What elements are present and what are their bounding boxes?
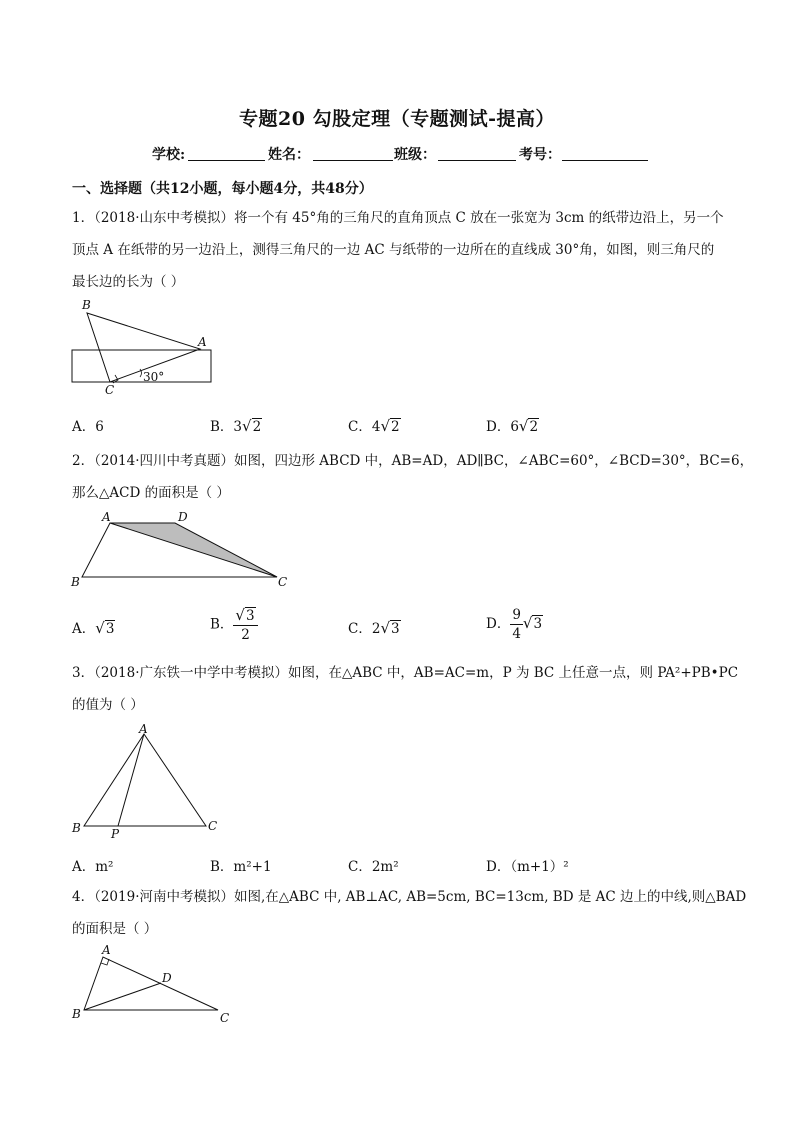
name-blank[interactable] [313, 160, 393, 161]
label-C: C [278, 575, 288, 589]
label-D: D [178, 510, 188, 524]
question-4-line-1: 4．（2019·河南中考模拟）如图,在△ABC 中, AB⊥AC, AB=5cm, BC=13cm, BD 是 AC 边上的中线,则△BAD [72, 889, 747, 905]
label-B: B [72, 1007, 81, 1021]
question-1-line-2: 顶点 A 在纸带的另一边沿上，测得三角尺的一边 AC 与纸带的一边所在的直线成 30°角，如图，则三角尺的 [72, 242, 715, 258]
label-angle: 30° [143, 370, 165, 384]
question-2-line-1: 2．（2014·四川中考真题）如图，四边形 ABCD 中，AB=AD，AD∥BC，∠ABC=60°，∠BCD=30°，BC=6， [72, 453, 754, 469]
name-label: 姓名： [268, 147, 310, 163]
question-2-figure [66, 506, 298, 594]
class-label: 班级： [394, 147, 436, 163]
label-P: P [111, 827, 120, 840]
label-A: A [139, 722, 148, 736]
diagonal-ac [110, 523, 277, 577]
exam-no-label: 考号： [519, 147, 561, 163]
triangle-abc [84, 957, 218, 1010]
question-3-line-1: 3．（2018·广东铁一中学中考模拟）如图，在△ABC 中，AB=AC=m，P 为 BC 上任意一点，则 PA²+PB•PC [72, 665, 739, 681]
question-1-line-1: 1．（2018·山东中考模拟）将一个有 45°角的三角尺的直角顶点 C 放在一张宽为 3cm 的纸带边沿上，另一个 [72, 210, 724, 226]
q1-option-d[interactable]: D．6√2 [486, 417, 539, 435]
question-2-line-2: 那么△ACD 的面积是（ ） [72, 485, 230, 501]
question-3-line-2: 的值为（ ） [72, 697, 144, 713]
label-C: C [105, 383, 115, 396]
label-B: B [82, 298, 91, 312]
label-A: A [102, 510, 111, 524]
q2-option-c[interactable]: C．2√3 [348, 619, 400, 637]
q1-option-c[interactable]: C．4√2 [348, 417, 400, 435]
paper-strip [72, 350, 211, 382]
question-4-figure [66, 940, 240, 1026]
school-blank[interactable] [188, 160, 265, 161]
q3-option-b[interactable]: B．m²+1 [210, 859, 272, 875]
school-label: 学校: [152, 147, 186, 163]
q2-option-d[interactable]: D． $\frac{9}{4}$ √3 [486, 607, 543, 642]
exam-no-blank[interactable] [562, 160, 648, 161]
section-heading: 一、选择题（共12小题，每小题4分，共48分） [72, 181, 373, 197]
question-1-figure [70, 296, 220, 396]
median-bd [84, 983, 161, 1010]
q3-option-c[interactable]: C．2m² [348, 859, 399, 875]
q1-option-a[interactable]: A．6 [72, 419, 104, 435]
triangle-abc [84, 734, 206, 826]
label-B: B [71, 575, 80, 589]
question-3-figure [66, 722, 226, 840]
label-A: A [102, 943, 111, 957]
label-D: D [162, 971, 172, 985]
page-title: 专题20 勾股定理（专题测试-提高） [239, 108, 555, 130]
label-A: A [198, 335, 207, 349]
q1-option-b[interactable]: B．3√2 [210, 417, 262, 435]
label-C: C [220, 1011, 230, 1025]
label-C: C [208, 819, 218, 833]
q2-option-a[interactable]: A．√3 [72, 619, 115, 637]
class-blank[interactable] [438, 160, 516, 161]
segment-ap [118, 734, 144, 826]
q3-option-d[interactable]: D．（m+1）² [486, 859, 569, 875]
q3-option-a[interactable]: A．m² [72, 859, 114, 875]
question-4-line-2: 的面积是（ ） [72, 921, 158, 937]
label-B: B [72, 821, 81, 835]
q2-option-b[interactable]: B． $\frac{√3}{2}$ [210, 606, 258, 644]
question-1-line-3: 最长边的长为（ ） [72, 274, 185, 290]
